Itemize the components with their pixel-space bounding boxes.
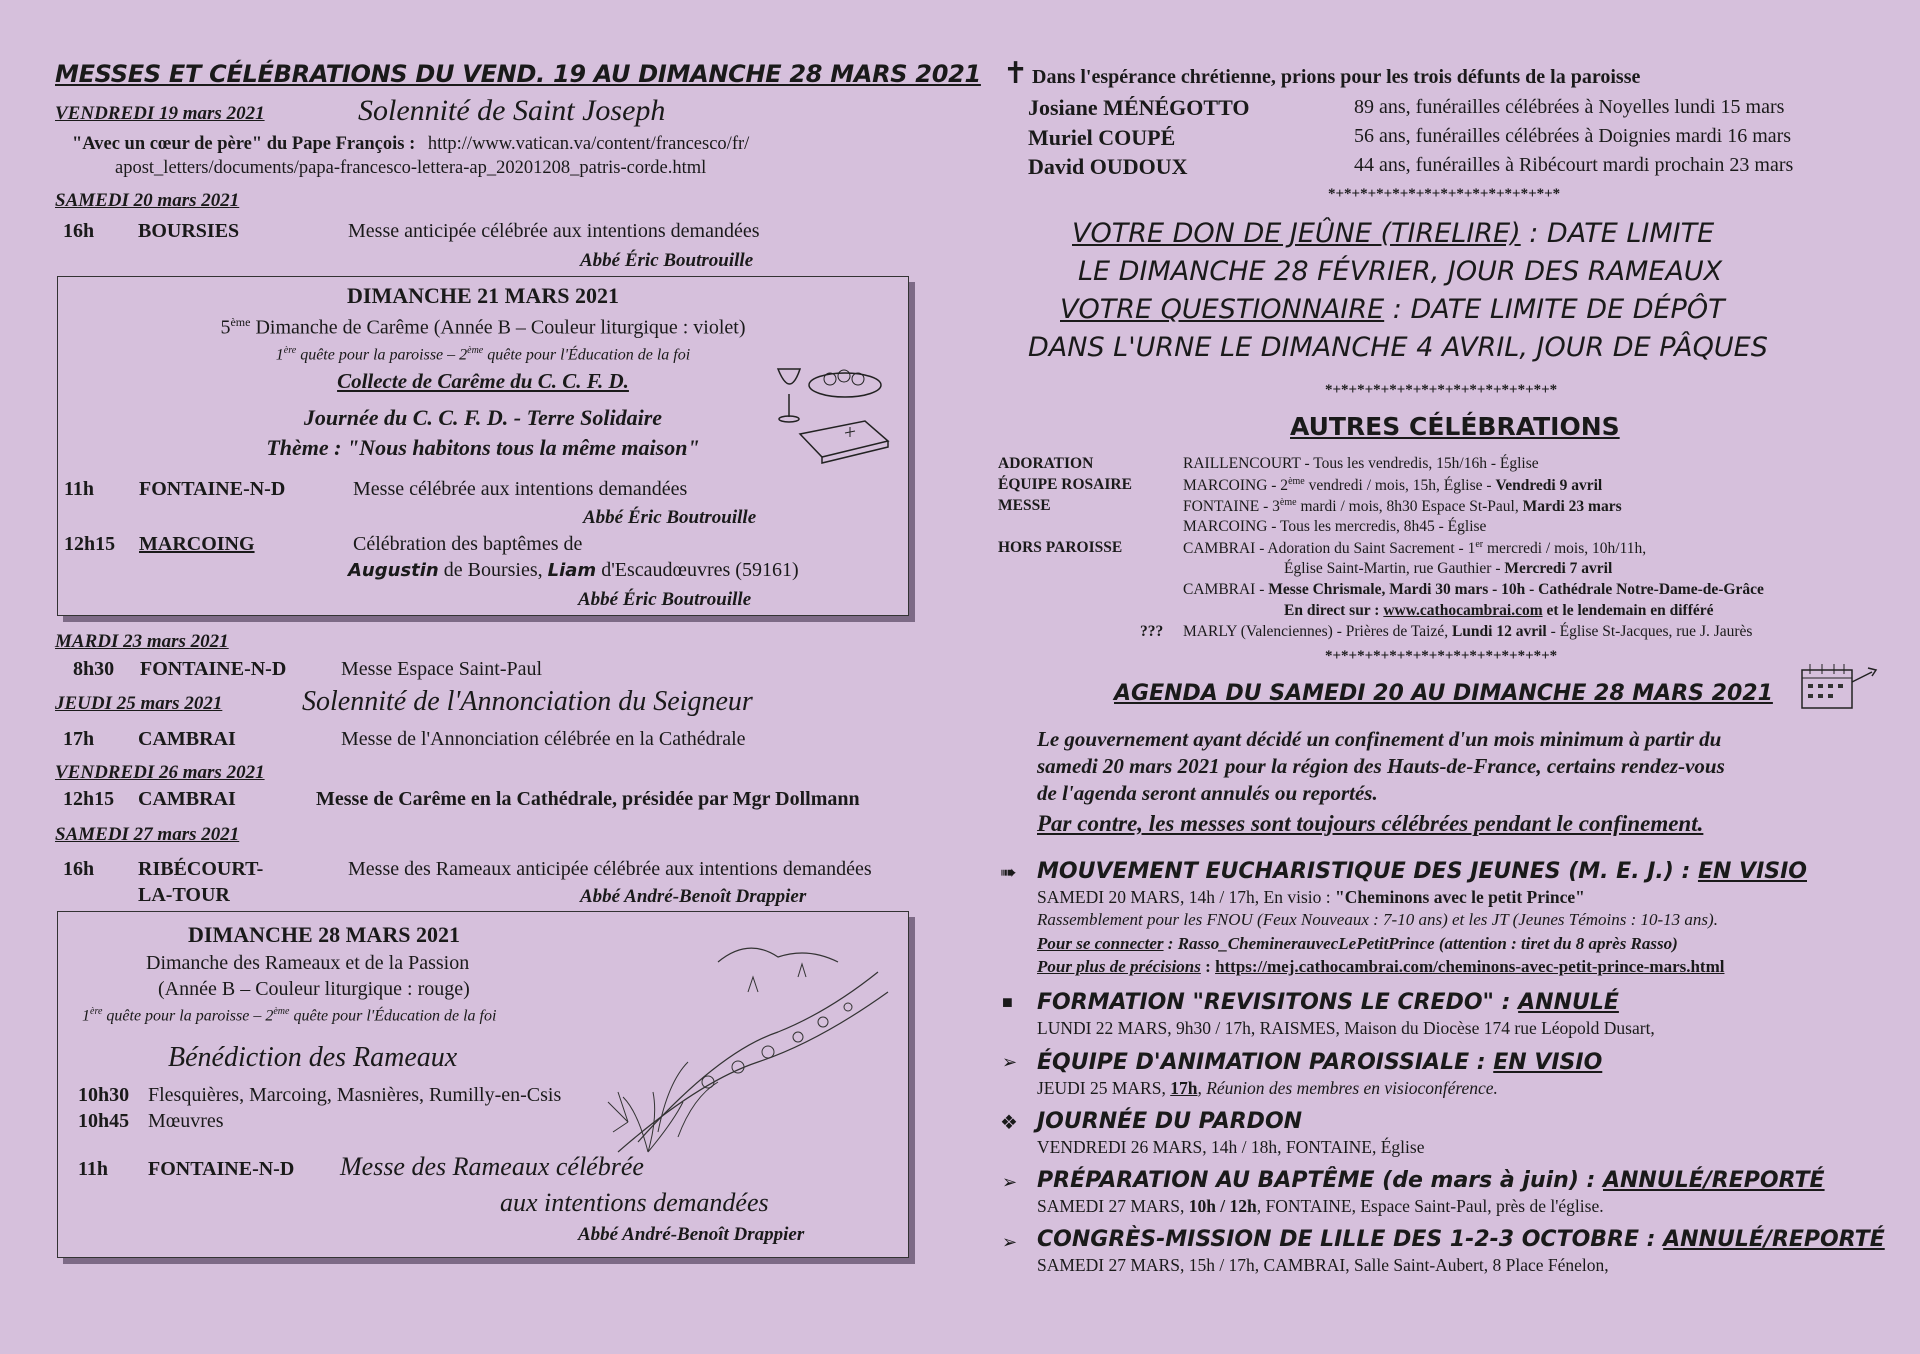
cele-raillencourt: RAILLENCOURT - Tous les vendredis, 15h/16h - Église: [1183, 455, 1539, 472]
eap-title: ÉQUIPE D'ANIMATION PAROISSIALE : EN VISIO: [1037, 1050, 1603, 1075]
cele-cambrai-chrismale: CAMBRAI - Messe Chrismale, Mardi 30 mars - 10h - Cathédrale Notre-Dame-de-Grâce: [1183, 581, 1764, 598]
date-jeudi-25: JEUDI 25 mars 2021: [55, 693, 223, 714]
row-mardi-23: 8h30 FONTAINE-N-D Messe Espace Saint-Paul: [73, 658, 543, 680]
defunts-title: Dans l'espérance chrétienne, prions pour les trois défunts de la paroisse: [1032, 66, 1641, 88]
row-11h-rameaux: 11h FONTAINE-N-D: [78, 1158, 295, 1180]
formation-title: FORMATION "REVISITONS LE CREDO" : ANNULÉ: [1037, 990, 1619, 1015]
mej-title: MOUVEMENT EUCHARISTIQUE DES JEUNES (M. E. J.) : EN VISIO: [1037, 859, 1807, 884]
benediction: Bénédiction des Rameaux: [168, 1042, 458, 1073]
place: BOURSIES: [138, 220, 240, 242]
palm-procession-illustration: [598, 932, 898, 1162]
agenda-intro-4: Par contre, les messes sont toujours célébrées pendant le confinement.: [1037, 811, 1704, 836]
diamond-bullet-icon: ❖: [1000, 1112, 1018, 1134]
quete-line: 1ère quête pour la paroisse – 2ème quête pour l'Éducation de la foi: [275, 345, 691, 364]
quete-line: 1ère quête pour la paroisse – 2ème quête pour l'Éducation de la foi: [82, 1006, 497, 1025]
chevron-bullet-icon-3: ➢: [1002, 1232, 1018, 1252]
label-hors-paroisse: HORS PAROISSE: [998, 539, 1123, 556]
box-dimanche-21: [57, 276, 909, 616]
don-line-2: LE DIMANCHE 28 FÉVRIER, JOUR DES RAMEAUX: [1078, 256, 1723, 287]
mej-line-1: SAMEDI 20 MARS, 14h / 17h, En visio : "Cheminons avec le petit Prince": [1037, 887, 1585, 907]
defunt-name-3: David OUDOUX: [1028, 154, 1188, 179]
pardon-title: JOURNÉE DU PARDON: [1037, 1109, 1303, 1134]
label-equipe-rosaire: ÉQUIPE ROSAIRE: [998, 476, 1132, 493]
bapteme-title: PRÉPARATION AU BAPTÊME (de mars à juin) : ANNULÉ/REPORTÉ: [1037, 1168, 1825, 1193]
date-vendredi-19: VENDREDI 19 mars 2021: [55, 103, 265, 124]
rameaux-line: Dimanche des Rameaux et de la Passion: [146, 952, 470, 974]
label-messe: MESSE: [998, 497, 1051, 514]
collecte: Collecte de Carême du C. C. F. D.: [337, 369, 629, 393]
eap-line-1: JEUDI 25 MARS, 17h, Réunion des membres en visioconférence.: [1037, 1078, 1498, 1098]
row-vendredi-26: 12h15 CAMBRAI Messe de Carême en la Cathédrale, présidée par Mgr Dollmann: [63, 788, 860, 810]
don-line-3: VOTRE QUESTIONNAIRE : DATE LIMITE DE DÉPÔT: [1060, 294, 1725, 325]
baptemes-names: Augustin de Boursies, Liam d'Escaudœuvres (59161): [348, 559, 799, 581]
desc: Messe anticipée célébrée aux intentions demandées: [348, 220, 760, 242]
bapteme-line-1: SAMEDI 27 MARS, 10h / 12h, FONTAINE, Espace Saint-Paul, près de l'église.: [1037, 1196, 1604, 1216]
row-samedi-27: 16h RIBÉCOURT- LA-TOUR Messe des Rameaux anticipée célébrée aux intentions demandées: [63, 858, 872, 906]
separator-3: *+*+*+*+*+*+*+*+*+*+*+*+*+*+*: [1325, 648, 1558, 664]
agenda-intro-1: Le gouvernement ayant décidé un confinement d'un mois minimum à partir du: [1037, 727, 1722, 751]
defunt-info-1: 89 ans, funérailles célébrées à Noyelles lundi 15 mars: [1354, 96, 1785, 118]
label-unknown: ???: [1140, 623, 1164, 640]
cele-cambrai-adoration: CAMBRAI - Adoration du Saint Sacrement - 1er mercredi / mois, 10h/11h,: [1183, 539, 1647, 558]
agenda-intro-3: de l'agenda seront annulés ou reportés.: [1037, 781, 1378, 805]
formation-line-1: LUNDI 22 MARS, 9h30 / 17h, RAISMES, Maison du Diocèse 174 rue Léopold Dusart,: [1037, 1018, 1655, 1038]
row-12h15: 12h15 MARCOING Célébration des baptêmes de: [64, 533, 583, 555]
couleur-line: (Année B – Couleur liturgique : rouge): [158, 978, 470, 1000]
priest-samedi-27: Abbé André-Benoît Drappier: [580, 886, 807, 907]
time: 16h: [63, 220, 95, 242]
row-10h30: 10h30 Flesquières, Marcoing, Masnières, Rumilly-en-Csis: [78, 1084, 562, 1106]
box-dimanche-28: [57, 911, 909, 1258]
date-samedi-20: SAMEDI 20 mars 2021: [55, 190, 240, 211]
row-jeudi-25: 17h CAMBRAI Messe de l'Annonciation célébrée en la Cathédrale: [63, 728, 746, 750]
vatican-url-2[interactable]: apost_letters/documents/papa-francesco-lettera-ap_20201208_patris-corde.html: [115, 158, 707, 178]
cele-marcoing-rosaire: MARCOING - 2ème vendredi / mois, 15h, Église - Vendredi 9 avril: [1183, 476, 1603, 495]
title: DIMANCHE 21 MARS 2021: [347, 283, 619, 308]
title: DIMANCHE 28 MARS 2021: [188, 922, 460, 947]
row-11h: 11h FONTAINE-N-D Messe célébrée aux intentions demandées: [64, 478, 688, 500]
mej-link[interactable]: https://mej.cathocambrai.com/cheminons-avec-petit-prince-mars.html: [1215, 957, 1725, 976]
row-10h45: 10h45 Mœuvres: [78, 1110, 224, 1132]
quote-line: [72, 134, 749, 155]
cross-icon: ✝: [1003, 57, 1029, 90]
agenda-intro-2: samedi 20 mars 2021 pour la région des Hauts-de-France, certains rendez-vous: [1037, 754, 1725, 778]
priest-11h: Abbé Éric Boutrouille: [583, 507, 757, 528]
don-line-1: VOTRE DON DE JEÛNE (TIRELIRE) : DATE LIMITE: [1072, 218, 1715, 249]
quote-label: "Avec un cœur de père" du Pape François :: [72, 134, 416, 154]
autres-title: AUTRES CÉLÉBRATIONS: [1290, 412, 1620, 441]
priest-12h15: Abbé Éric Boutrouille: [578, 589, 752, 610]
arrow-bullet-icon: ➠: [1000, 862, 1017, 884]
agenda-title: AGENDA DU SAMEDI 20 AU DIMANCHE 28 MARS 2021: [1114, 681, 1773, 706]
chevron-bullet-icon-2: ➢: [1002, 1172, 1018, 1192]
defunt-info-3: 44 ans, funérailles à Ribécourt mardi prochain 23 mars: [1354, 154, 1794, 176]
vatican-url-1[interactable]: http://www.vatican.va/content/francesco/fr/: [427, 134, 750, 154]
row-samedi-20: [63, 220, 943, 246]
mej-line-3: Pour se connecter : Rasso_CheminerauvecLePetitPrince (attention : tiret du 8 après Rasso): [1037, 934, 1678, 953]
cathocambrai-link[interactable]: www.cathocambrai.com: [1383, 602, 1543, 619]
mej-line-2: Rassemblement pour les FNOU (Feux Nouveaux : 7-10 ans) et les JT (Jeunes Témoins : 10-13 ans).: [1037, 910, 1718, 929]
journee: Journée du C. C. F. D. - Terre Solidaire: [303, 405, 663, 430]
date-vendredi-26: VENDREDI 26 mars 2021: [55, 762, 265, 783]
date-mardi-23: MARDI 23 mars 2021: [55, 631, 229, 652]
don-line-4: DANS L'URNE LE DIMANCHE 4 AVRIL, JOUR DE PÂQUES: [1028, 332, 1768, 363]
cele-marly: MARLY (Valenciennes) - Prières de Taizé, Lundi 12 avril - Église St-Jacques, rue J. Jaurès: [1183, 623, 1753, 640]
separator-2: *+*+*+*+*+*+*+*+*+*+*+*+*+*+*: [1325, 382, 1558, 398]
cele-saint-martin: Église Saint-Martin, rue Gauthier - Mercredi 7 avril: [1284, 560, 1613, 577]
feast-annonciation: Solennité de l'Annonciation du Seigneur: [302, 686, 753, 717]
separator-1: *+*+*+*+*+*+*+*+*+*+*+*+*+*+*: [1328, 186, 1561, 202]
careme-line: 5ème Dimanche de Carême (Année B – Couleur liturgique : violet): [220, 315, 746, 339]
congres-title: CONGRÈS-MISSION DE LILLE DES 1-2-3 OCTOBRE : ANNULÉ/REPORTÉ: [1037, 1227, 1885, 1252]
theme: Thème : "Nous habitons tous la même maison": [266, 435, 700, 460]
congres-line-1: SAMEDI 27 MARS, 15h / 17h, CAMBRAI, Salle Saint-Aubert, 8 Place Fénelon,: [1037, 1255, 1609, 1275]
defunt-info-2: 56 ans, funérailles célébrées à Doignies mardi 16 mars: [1354, 125, 1792, 147]
main-title: MESSES ET CÉLÉBRATIONS DU VEND. 19 AU DIMANCHE 28 MARS 2021: [55, 60, 981, 88]
rameaux-desc-1: Messe des Rameaux célébrée: [340, 1152, 644, 1181]
calendar-icon: [1798, 660, 1878, 712]
date-samedi-27: SAMEDI 27 mars 2021: [55, 824, 240, 845]
cele-marcoing-mercredis: MARCOING - Tous les mercredis, 8h45 - Église: [1183, 518, 1487, 535]
rameaux-desc-2: aux intentions demandées: [500, 1188, 769, 1217]
defunt-name-2: Muriel COUPÉ: [1028, 125, 1176, 150]
chalice-bread-bible-illustration: [770, 359, 900, 479]
defunt-name-1: Josiane MÉNÉGOTTO: [1028, 95, 1250, 120]
priest: Abbé Éric Boutrouille: [580, 250, 754, 271]
label-adoration: ADORATION: [998, 455, 1094, 472]
chevron-bullet-icon: ➢: [1002, 1052, 1018, 1072]
feast-saint-joseph: Solennité de Saint Joseph: [358, 94, 666, 127]
priest: Abbé André-Benoît Drappier: [578, 1224, 805, 1245]
square-bullet-icon: ■: [1002, 992, 1013, 1012]
pardon-line-1: VENDREDI 26 MARS, 14h / 18h, FONTAINE, Église: [1037, 1137, 1425, 1157]
cele-fontaine: FONTAINE - 3ème mardi / mois, 8h30 Espace St-Paul, Mardi 23 mars: [1183, 497, 1622, 516]
mej-line-4: Pour plus de précisions : https://mej.cathocambrai.com/cheminons-avec-petit-prince-mars.html: [1037, 957, 1725, 976]
cele-direct: En direct sur : www.cathocambrai.com et le lendemain en différé: [1284, 602, 1714, 619]
